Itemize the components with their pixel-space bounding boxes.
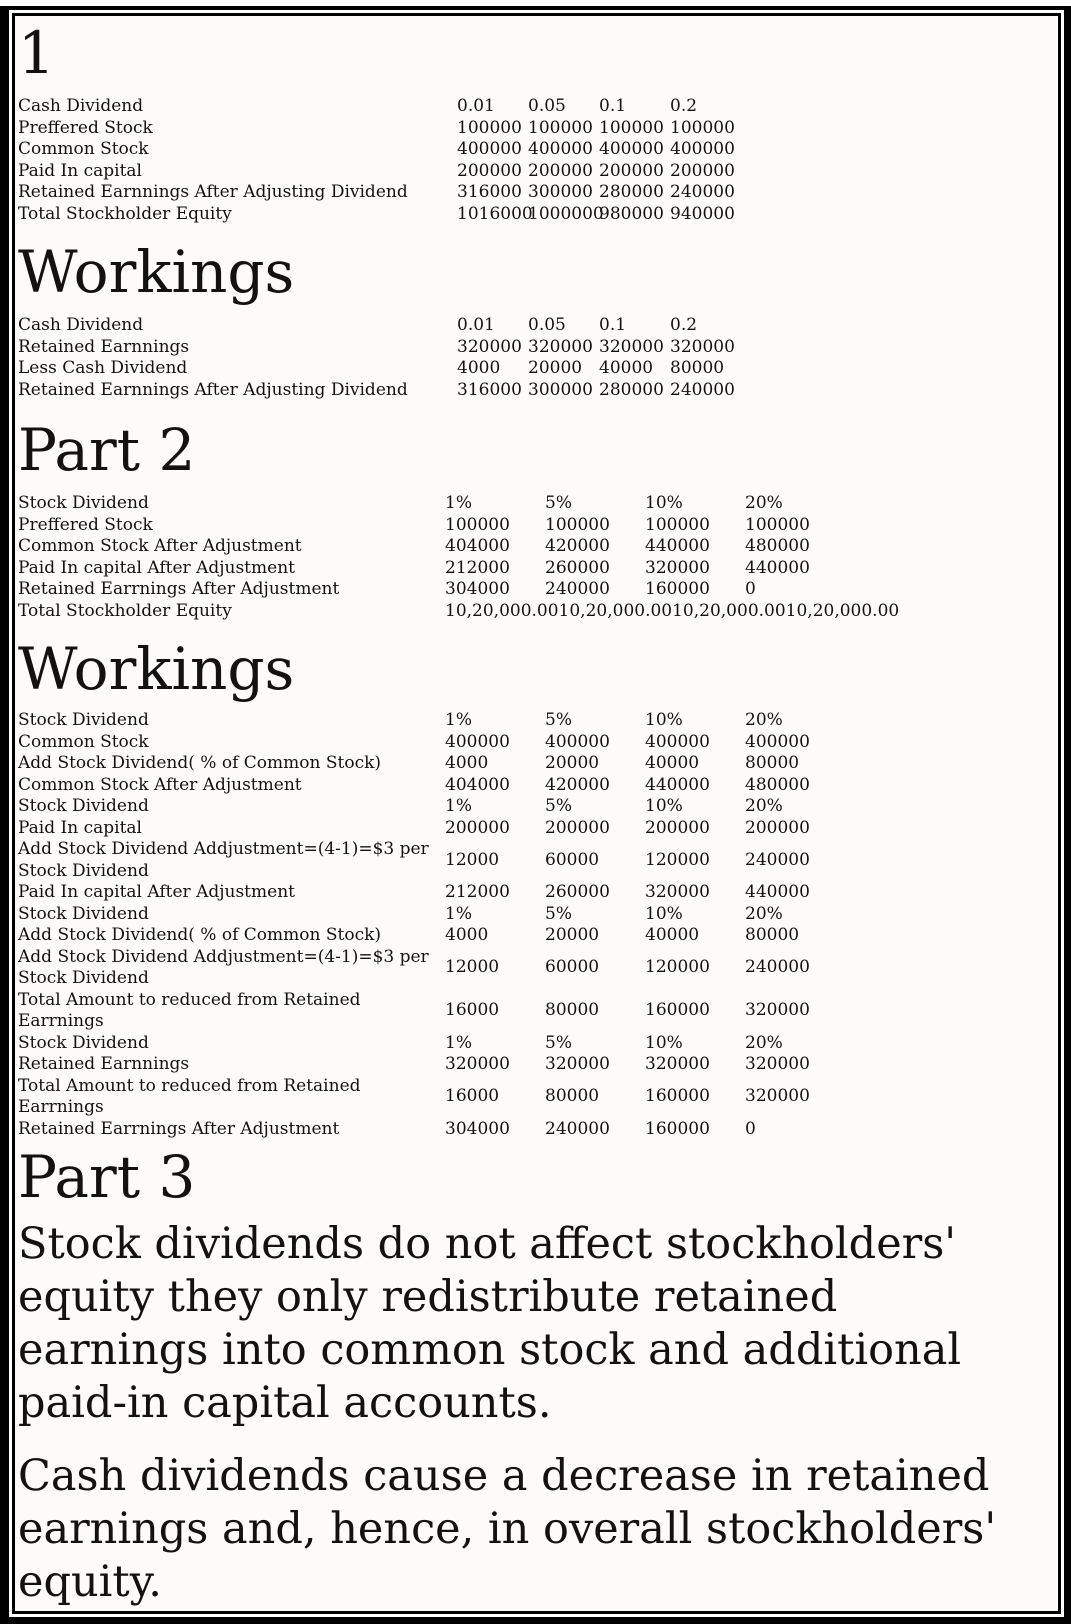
row-value: 240000 [545,1118,610,1139]
row-value: 40000 [645,925,700,945]
row-value: 480000 [745,774,810,795]
row-value: 980000 [599,203,664,224]
table-row [18,925,1050,947]
row-value: 0 [745,1118,756,1139]
row-value: 10% [645,493,683,513]
row-value: 440000 [745,557,810,578]
row-value: 20% [745,493,783,513]
row-value: 5% [545,710,572,730]
row-value: 160000 [645,1086,710,1107]
row-value: 100000 [528,117,593,138]
row-value: 20000 [528,358,583,378]
row-value: 0.2 [670,96,698,116]
row-value: 400000 [457,139,522,159]
row-value: 440000 [645,774,710,795]
row-value: 480000 [745,536,810,556]
row-value: 304000 [445,1118,510,1139]
row-label: Preffered Stock [18,514,153,535]
row-value: 200000 [445,817,510,838]
row-label: Common Stock After Adjustment [18,774,302,795]
row-value: 80000 [670,358,725,378]
row-label: Add Stock Dividend Addjustment=(4-1)=$3 per Stock Dividend [18,839,429,881]
row-value: 1% [445,796,472,816]
row-label: Common Stock [18,139,149,159]
row-value: 1016000 [457,203,533,224]
row-value: 16000 [445,1086,500,1107]
row-value: 10% [645,903,683,924]
row-label: Total Amount to reduced from Retained Earrnings [18,1075,361,1117]
row-value: 100000 [445,514,510,535]
row-value: 400000 [445,731,510,752]
row-value: 404000 [445,536,510,556]
row-value: 60000 [545,849,600,870]
row-value: 80000 [545,1086,600,1107]
row-value: 200000 [528,160,593,181]
row-value: 320000 [645,1054,710,1074]
row-label: Common Stock After Adjustment [18,536,302,556]
row-value: 20% [745,710,783,730]
document-content [15,16,1058,1609]
section-part2-heading: Part 2 [18,416,196,484]
row-value: 4000 [445,753,489,773]
row-value: 200000 [545,817,610,838]
row-label: Paid In capital After Adjustment [18,882,295,902]
row-label: Preffered Stock [18,117,153,138]
row-value: 440000 [745,882,810,902]
row-value: 304000 [445,579,510,599]
row-value: 400000 [745,731,810,752]
row-value: 1000000 [528,203,604,224]
row-value: 80000 [745,925,800,945]
row-value: 160000 [645,1118,710,1139]
row-value: 320000 [545,1054,610,1074]
row-label: Stock Dividend [18,796,149,816]
row-value: 16000 [445,1000,500,1021]
table-row [18,558,1050,580]
row-value: 60000 [545,957,600,978]
row-label: Stock Dividend [18,1032,149,1053]
row-label: Retained Earnnings After Adjusting Dividend [18,379,408,400]
row-value: 10% [645,710,683,730]
workings1-table [18,315,1050,401]
row-label: Stock Dividend [18,710,149,730]
row-label: Stock Dividend [18,493,149,513]
row-value: 212000 [445,882,510,902]
row-value: 440000 [645,536,710,556]
row-value: 10% [645,1032,683,1053]
page-border-inner [12,13,1061,1614]
workings2-heading: Workings [18,635,295,703]
row-value: 300000 [528,379,593,400]
row-label: Total Amount to reduced from Retained Earrnings [18,989,361,1031]
page-border-outer [0,6,1071,1624]
table-row [18,579,1050,601]
row-value: 280000 [599,379,664,400]
part2-table [18,493,1050,622]
row-value: 320000 [457,336,522,357]
table-row [18,904,1050,926]
row-value: 5% [545,796,572,816]
row-value: 320000 [528,336,593,357]
row-label: Less Cash Dividend [18,358,188,378]
table-row [18,1076,1050,1119]
row-value: 5% [545,1032,572,1053]
row-label: Add Stock Dividend( % of Common Stock) [18,753,382,773]
row-label: Stock Dividend [18,903,149,924]
row-value: 200000 [457,160,522,181]
row-value: 320000 [599,336,664,357]
table-row [18,515,1050,537]
part3-paragraph-2: Cash dividends cause a decrease in retained earnings and, hence, in overall stockholders' equity. [18,1451,997,1607]
row-value: 0.05 [528,315,566,335]
row-value: 100000 [545,514,610,535]
table-row [18,732,1050,754]
row-label: Paid In capital [18,817,142,838]
row-value: 420000 [545,774,610,795]
table-row [18,947,1050,990]
row-value: 5% [545,493,572,513]
row-value: 80000 [745,753,800,773]
row-label: Retained Earnnings [18,1054,190,1074]
table-row [18,536,1050,558]
row-value: 240000 [745,957,810,978]
row-label: Paid In capital After Adjustment [18,557,295,578]
row-label: Retained Earrnings After Adjustment [18,579,340,599]
row-label: Total Stockholder Equity [18,203,232,224]
table-row [18,139,1050,161]
row-value: 320000 [745,1086,810,1107]
table-row [18,1119,1050,1141]
row-value: 320000 [670,336,735,357]
row-value: 160000 [645,579,710,599]
row-value: 320000 [745,1000,810,1021]
row-value: 260000 [545,882,610,902]
row-value: 160000 [645,1000,710,1021]
table-row [18,839,1050,882]
row-label: Add Stock Dividend Addjustment=(4-1)=$3 per Stock Dividend [18,946,429,988]
table-row [18,337,1050,359]
table-row [18,1033,1050,1055]
row-label: Retained Earrnings After Adjustment [18,1118,340,1139]
row-label: Add Stock Dividend( % of Common Stock) [18,925,382,945]
row-value: 0.2 [670,315,698,335]
row-value: 316000 [457,379,522,400]
row-value: 316000 [457,182,522,202]
row-value: 100000 [645,514,710,535]
row-value: 940000 [670,203,735,224]
table-row [18,818,1050,840]
table-row [18,753,1050,775]
row-value: 12000 [445,849,500,870]
row-value: 400000 [545,731,610,752]
row-value: 280000 [599,182,664,202]
row-value: 20000 [545,925,600,945]
row-value: 1% [445,710,472,730]
row-value: 240000 [545,579,610,599]
table-row [18,990,1050,1033]
row-value: 0.01 [457,96,495,116]
row-value: 20% [745,796,783,816]
table-row [18,358,1050,380]
table-row [18,204,1050,226]
row-value: 320000 [445,1054,510,1074]
table-row [18,315,1050,337]
row-value: 420000 [545,536,610,556]
row-value: 320000 [645,882,710,902]
row-value: 0.01 [457,315,495,335]
row-values-concatenated: 10,20,000.0010,20,000.0010,20,000.0010,20,000.00 [445,600,900,621]
row-value: 212000 [445,557,510,578]
table-row [18,601,1050,623]
workings2-table [18,710,1050,1140]
row-value: 4000 [445,925,489,945]
row-value: 300000 [528,182,593,202]
row-value: 4000 [457,358,501,378]
table-row [18,161,1050,183]
row-value: 0 [745,579,756,599]
row-value: 12000 [445,957,500,978]
row-value: 20000 [545,753,600,773]
row-value: 240000 [670,379,735,400]
row-value: 320000 [645,557,710,578]
row-label: Total Stockholder Equity [18,600,232,621]
row-label: Cash Dividend [18,315,144,335]
workings1-heading: Workings [18,238,295,306]
row-value: 200000 [599,160,664,181]
row-value: 400000 [645,731,710,752]
table-row [18,493,1050,515]
row-value: 1% [445,493,472,513]
row-value: 10% [645,796,683,816]
row-value: 260000 [545,557,610,578]
table-row [18,710,1050,732]
table-row [18,1054,1050,1076]
row-value: 100000 [745,514,810,535]
row-value: 200000 [645,817,710,838]
row-value: 100000 [670,117,735,138]
row-value: 80000 [545,1000,600,1021]
table-row [18,775,1050,797]
part1-table [18,96,1050,225]
row-value: 40000 [645,753,700,773]
table-row [18,118,1050,140]
row-value: 40000 [599,358,654,378]
table-row [18,796,1050,818]
row-value: 240000 [745,849,810,870]
row-value: 200000 [745,817,810,838]
row-value: 400000 [599,139,664,159]
row-label: Cash Dividend [18,96,144,116]
table-row [18,380,1050,402]
section-part3-heading: Part 3 [18,1143,196,1211]
part3-paragraph-1: Stock dividends do not affect stockholders' equity they only redistribute retained earnings into common stock and additional paid-in capital accounts. [18,1219,962,1428]
row-value: 100000 [599,117,664,138]
row-label: Paid In capital [18,160,142,181]
row-value: 240000 [670,182,735,202]
row-label: Retained Earnnings After Adjusting Dividend [18,182,408,202]
row-value: 400000 [670,139,735,159]
row-value: 404000 [445,774,510,795]
row-value: 200000 [670,160,735,181]
table-row [18,96,1050,118]
table-row [18,182,1050,204]
row-value: 20% [745,903,783,924]
section-part1-heading: 1 [18,19,55,87]
table-row [18,882,1050,904]
row-value: 400000 [528,139,593,159]
row-value: 5% [545,903,572,924]
row-value: 100000 [457,117,522,138]
row-value: 0.05 [528,96,566,116]
row-label: Retained Earnnings [18,336,190,357]
row-value: 0.1 [599,96,627,116]
row-label: Common Stock [18,731,149,752]
row-value: 1% [445,1032,472,1053]
row-value: 320000 [745,1054,810,1074]
row-value: 120000 [645,957,710,978]
row-value: 1% [445,903,472,924]
row-value: 120000 [645,849,710,870]
row-value: 20% [745,1032,783,1053]
row-value: 0.1 [599,315,627,335]
